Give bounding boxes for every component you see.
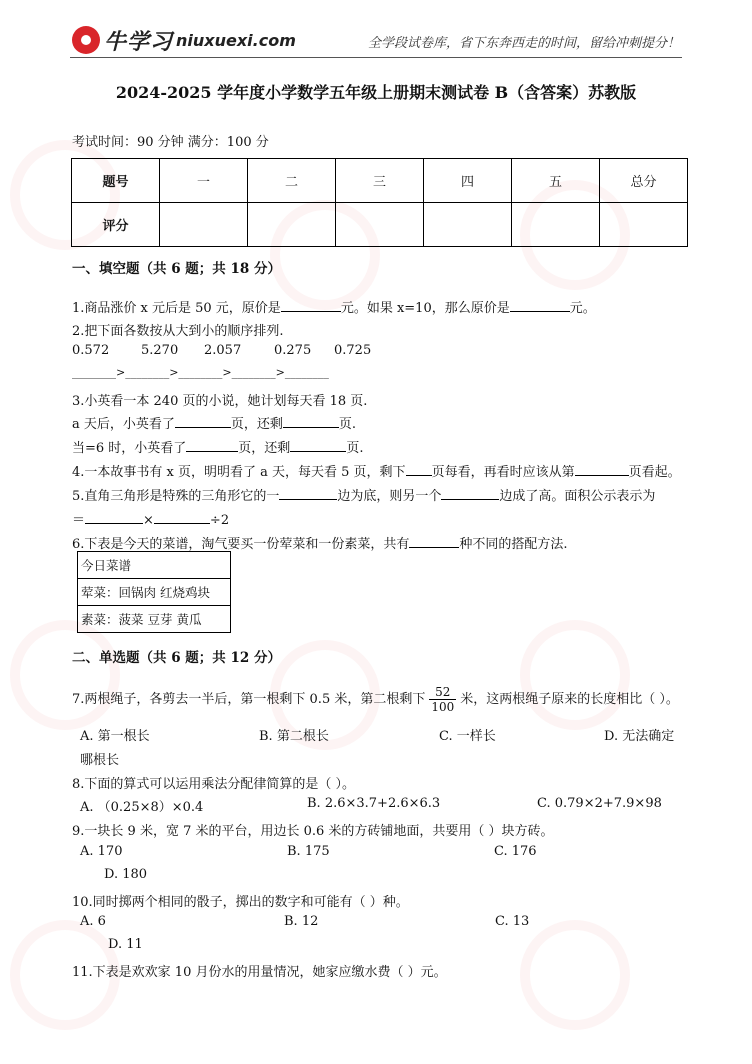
score-cell[interactable] bbox=[336, 203, 424, 247]
score-table bbox=[71, 158, 688, 247]
logo-text: 牛学习 bbox=[104, 30, 174, 55]
header-slogan: 全学段试卷库，省下东奔西走的时间，留给冲刺提分！ bbox=[367, 36, 680, 51]
table-cell: 荤菜：回锅肉 红烧鸡块 bbox=[78, 579, 231, 606]
table-row bbox=[78, 552, 231, 579]
logo-icon bbox=[72, 26, 100, 54]
question-5-formula: ＝ × ÷2 bbox=[72, 513, 230, 528]
answer-blank[interactable] bbox=[175, 415, 231, 428]
answer-blank[interactable] bbox=[154, 511, 210, 524]
question-1: 1.商品涨价 x 元后是 50 元，原价是 元。如果 x=10，那么原价是 元。 bbox=[72, 301, 596, 316]
table-cell: 二 bbox=[248, 159, 336, 203]
option[interactable]: C. 0.79×2+7.9×98 bbox=[537, 796, 662, 811]
option[interactable]: B. 2.6×3.7+2.6×6.3 bbox=[307, 796, 441, 811]
option[interactable]: A. （0.25×8）×0.4 bbox=[80, 800, 204, 815]
option[interactable]: D. 11 bbox=[108, 937, 143, 952]
option[interactable]: B. 12 bbox=[284, 914, 319, 929]
table-cell: 评分 bbox=[72, 203, 160, 247]
answer-blank[interactable] bbox=[283, 415, 339, 428]
question-2: 2.把下面各数按从大到小的顺序排列. bbox=[72, 324, 284, 339]
logo-site: niuxuexi.com bbox=[176, 31, 296, 50]
page-title: 2024-2025 学年度小学数学五年级上册期末测试卷 B（含答案）苏教版 bbox=[115, 83, 637, 102]
question-4: 4.一本故事书有 x 页，明明看了 a 天，每天看 5 页，剩下 页每看，再看时应该从第 页看起。 bbox=[72, 465, 681, 480]
option[interactable]: D. 无法确定 bbox=[604, 729, 675, 744]
table-row bbox=[72, 203, 688, 247]
menu-table bbox=[77, 551, 231, 633]
table-cell: 题号 bbox=[72, 159, 160, 203]
question-6: 6.下表是今天的菜谱，淘气要买一份荤菜和一份素菜，共有 种不同的搭配方法. bbox=[72, 537, 568, 552]
question-7: 7.两根绳子，各剪去一半后，第一根剩下 0.5 米，第二根剩下 $\frac{52}{100}$ 米，这两根绳子原来的长度相比（ ）。 bbox=[72, 685, 679, 714]
answer-blank[interactable] bbox=[510, 299, 570, 312]
table-cell: 五 bbox=[512, 159, 600, 203]
question-3-line: a 天后，小英看了 页，还剩 页. bbox=[72, 417, 357, 432]
question-9: 9.一块长 9 米，宽 7 米的平台，用边长 0.6 米的方砖铺地面，共要用（ ）块方砖。 bbox=[72, 824, 554, 839]
question-11: 11.下表是欢欢家 10 月份水的用量情况，她家应缴水费（ ）元。 bbox=[72, 965, 447, 980]
option[interactable]: B. 175 bbox=[287, 844, 330, 859]
fraction: $\frac{52}{100}$ bbox=[431, 685, 455, 714]
section-heading: 二、单选题（共 6 题；共 12 分） bbox=[72, 650, 281, 666]
score-cell[interactable] bbox=[600, 203, 688, 247]
exam-info: 考试时间：90 分钟 满分：100 分 bbox=[72, 135, 269, 150]
option[interactable]: C. 176 bbox=[494, 844, 537, 859]
answer-blank[interactable] bbox=[409, 535, 459, 548]
question-5: 5.直角三角形是特殊的三角形它的一 边为底，则另一个 边成了高。面积公示表示为 bbox=[72, 489, 656, 504]
answer-blank[interactable] bbox=[281, 299, 341, 312]
answer-blank[interactable] bbox=[85, 511, 143, 524]
answer-blank[interactable]: ________>________>________>________>________ bbox=[72, 366, 329, 379]
answer-blank[interactable] bbox=[186, 439, 238, 452]
table-cell: 今日菜谱 bbox=[78, 552, 231, 579]
option[interactable]: A. 第一根长 bbox=[80, 729, 150, 744]
option[interactable]: A. 170 bbox=[80, 844, 123, 859]
option[interactable]: B. 第二根长 bbox=[259, 729, 329, 744]
question-10: 10.同时掷两个相同的骰子，掷出的数字和可能有（ ）种。 bbox=[72, 895, 409, 910]
table-row bbox=[78, 606, 231, 633]
score-cell[interactable] bbox=[248, 203, 336, 247]
answer-blank[interactable] bbox=[290, 439, 346, 452]
option[interactable]: C. 13 bbox=[495, 914, 530, 929]
question-3: 3.小英看一本 240 页的小说，她计划每天看 18 页. bbox=[72, 394, 368, 409]
number-list: 0.572 5.270 2.057 0.275 0.725 bbox=[72, 343, 372, 358]
section-heading: 一、填空题（共 6 题；共 18 分） bbox=[72, 261, 281, 277]
question-8: 8.下面的算式可以运用乘法分配律简算的是（ ）。 bbox=[72, 777, 356, 792]
answer-blank[interactable] bbox=[279, 487, 337, 500]
watermark-logo bbox=[520, 920, 630, 1030]
option-wrap: 哪根长 bbox=[80, 753, 120, 768]
score-cell[interactable] bbox=[424, 203, 512, 247]
score-cell[interactable] bbox=[512, 203, 600, 247]
score-cell[interactable] bbox=[160, 203, 248, 247]
table-row bbox=[78, 579, 231, 606]
answer-blank[interactable] bbox=[575, 463, 629, 476]
option[interactable]: C. 一样长 bbox=[439, 729, 496, 744]
header-divider bbox=[70, 57, 682, 58]
question-3-line: 当=6 时，小英看了 页，还剩 页. bbox=[72, 441, 364, 456]
table-cell: 四 bbox=[424, 159, 512, 203]
answer-blank[interactable] bbox=[441, 487, 499, 500]
table-cell: 总分 bbox=[600, 159, 688, 203]
table-cell: 一 bbox=[160, 159, 248, 203]
option[interactable]: D. 180 bbox=[104, 867, 148, 882]
option[interactable]: A. 6 bbox=[80, 914, 106, 929]
answer-blank[interactable] bbox=[406, 463, 432, 476]
table-cell: 三 bbox=[336, 159, 424, 203]
table-cell: 素菜：菠菜 豆芽 黄瓜 bbox=[78, 606, 231, 633]
table-row bbox=[72, 159, 688, 203]
